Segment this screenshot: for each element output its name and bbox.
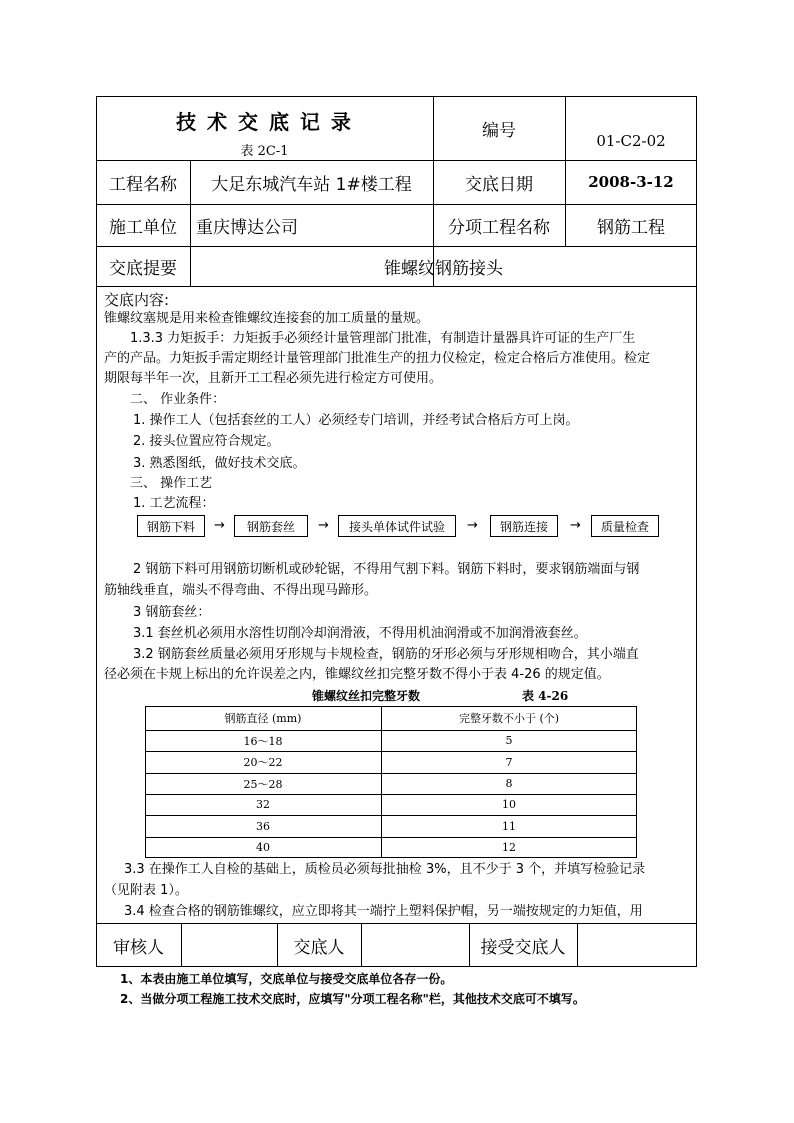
unit-label: 施工单位 <box>109 217 177 238</box>
table-cell: 20～22 <box>243 756 283 769</box>
content-line: 锥螺纹塞规是用来检查锥螺纹连接套的加工质量的量规。 <box>104 311 430 326</box>
flow-step: 钢筋下料 <box>137 515 205 537</box>
content-line: 2. 接头位置应符合规定。 <box>133 434 280 449</box>
form-number-code: 表 2C-1 <box>240 144 289 159</box>
table-cell: 8 <box>505 777 513 790</box>
date-label: 交底日期 <box>465 174 533 195</box>
flow-step: 钢筋套丝 <box>234 515 308 537</box>
form-title: 技 术 交 底 记 录 <box>176 110 353 134</box>
reviewer-label: 审核人 <box>113 937 164 958</box>
table-title: 锥螺纹丝扣完整牙数 <box>312 689 421 703</box>
table-cell: 32 <box>256 798 270 811</box>
table-cell: 11 <box>502 819 516 833</box>
flow-arrow-icon: → <box>318 518 329 533</box>
project-name-value: 大足东城汽车站 1#楼工程 <box>211 174 412 195</box>
flow-step: 接头单体试件试验 <box>338 515 456 537</box>
content-line: 3.2 钢筋套丝质量必须用牙形规与卡规检查，钢筋的牙形必须与牙形规相吻合，其小端直 <box>133 647 639 662</box>
table-header: 完整牙数不小于 (个) <box>458 712 560 725</box>
sub-project-label: 分项工程名称 <box>448 217 550 238</box>
flow-step: 钢筋连接 <box>490 515 558 537</box>
number-value: 01-C2-02 <box>596 132 666 150</box>
sub-project-value: 钢筋工程 <box>597 217 665 238</box>
date-value: 2008-3-12 <box>588 173 674 191</box>
table-cell: 36 <box>256 819 270 833</box>
content-line: 期限每半年一次，且新开工工程必须先进行检定方可使用。 <box>104 371 443 386</box>
divider <box>96 923 697 924</box>
table-cell: 40 <box>256 841 270 854</box>
content-line: 3.1 套丝机必须用水溶性切削冷却润滑液，不得用机油润滑或不加润滑液套丝。 <box>133 626 587 641</box>
table-cell: 16～18 <box>243 734 283 748</box>
discloser-label: 交底人 <box>293 937 345 958</box>
content-heading: 交底内容: <box>104 291 170 309</box>
table-cell: 10 <box>502 798 516 811</box>
divider <box>181 923 182 967</box>
content-line: 径必须在卡规上标出的允许误差之内，锥螺纹丝扣完整牙数不得小于表 4-26 的规定值。 <box>104 667 610 682</box>
content-line: 1. 工艺流程： <box>133 496 215 511</box>
footnote: 1、本表由施工单位填写，交底单位与接受交底单位各存一份。 <box>120 972 453 986</box>
receiver-label: 接受交底人 <box>480 937 566 958</box>
content-line: 3.3 在操作工人自检的基础上，质检员必须每批抽检 3%，且不少于 3 个，并填写检验记录 <box>124 862 646 877</box>
table-cell: 7 <box>505 755 513 769</box>
content-line: 1.3.3 力矩扳手：力矩扳手必须经计量管理部门批准，有制造计量器具许可证的生产厂生 <box>130 331 636 346</box>
content-line: 2 钢筋下料可用钢筋切断机或砂轮锯，不得用气割下料。钢筋下料时，要求钢筋端面与钢 <box>133 562 640 577</box>
table-header: 钢筋直径 (mm) <box>224 712 302 725</box>
flow-arrow-icon: → <box>214 518 225 533</box>
unit-value: 重庆博达公司 <box>196 217 298 238</box>
flow-arrow-icon: → <box>570 518 581 533</box>
flow-arrow-icon: → <box>467 518 478 533</box>
content-line: 产的产品。力矩扳手需定期经计量管理部门批准生产的扭力仪检定，检定合格后方准使用。检定 <box>104 351 651 366</box>
content-line: （见附表 1）。 <box>104 883 188 898</box>
divider <box>96 286 697 287</box>
project-name-label: 工程名称 <box>109 174 177 195</box>
summary-value: 锥螺纹钢筋接头 <box>384 258 503 279</box>
content-line: 3.4 检查合格的钢筋锥螺纹，应立即将其一端拧上塑料保护帽，另一端按规定的力矩值，用 <box>124 904 643 919</box>
content-line: 3. 熟悉图纸，做好技术交底。 <box>133 456 306 471</box>
number-label: 编号 <box>482 120 516 141</box>
content-line: 筋轴线垂直，端头不得弯曲、不得出现马蹄形。 <box>104 583 378 598</box>
content-line: 二、 作业条件： <box>130 392 226 407</box>
footnote: 2、当做分项工程施工技术交底时，应填写"分项工程名称"栏，其他技术交底可不填写。 <box>120 992 585 1006</box>
table-number: 表 4-26 <box>522 689 569 703</box>
content-line: 3 钢筋套丝： <box>133 605 211 620</box>
table-cell: 5 <box>505 734 513 747</box>
flow-step: 质量检查 <box>591 515 659 537</box>
content-line: 1. 操作工人（包括套丝的工人）必须经专门培训，并经考试合格后方可上岗。 <box>133 413 579 428</box>
divider <box>361 923 362 967</box>
content-line: 三、 操作工艺 <box>130 476 213 491</box>
summary-label: 交底提要 <box>109 258 177 279</box>
table-cell: 25～28 <box>243 777 283 791</box>
table-cell: 12 <box>502 841 516 854</box>
divider <box>577 923 578 967</box>
